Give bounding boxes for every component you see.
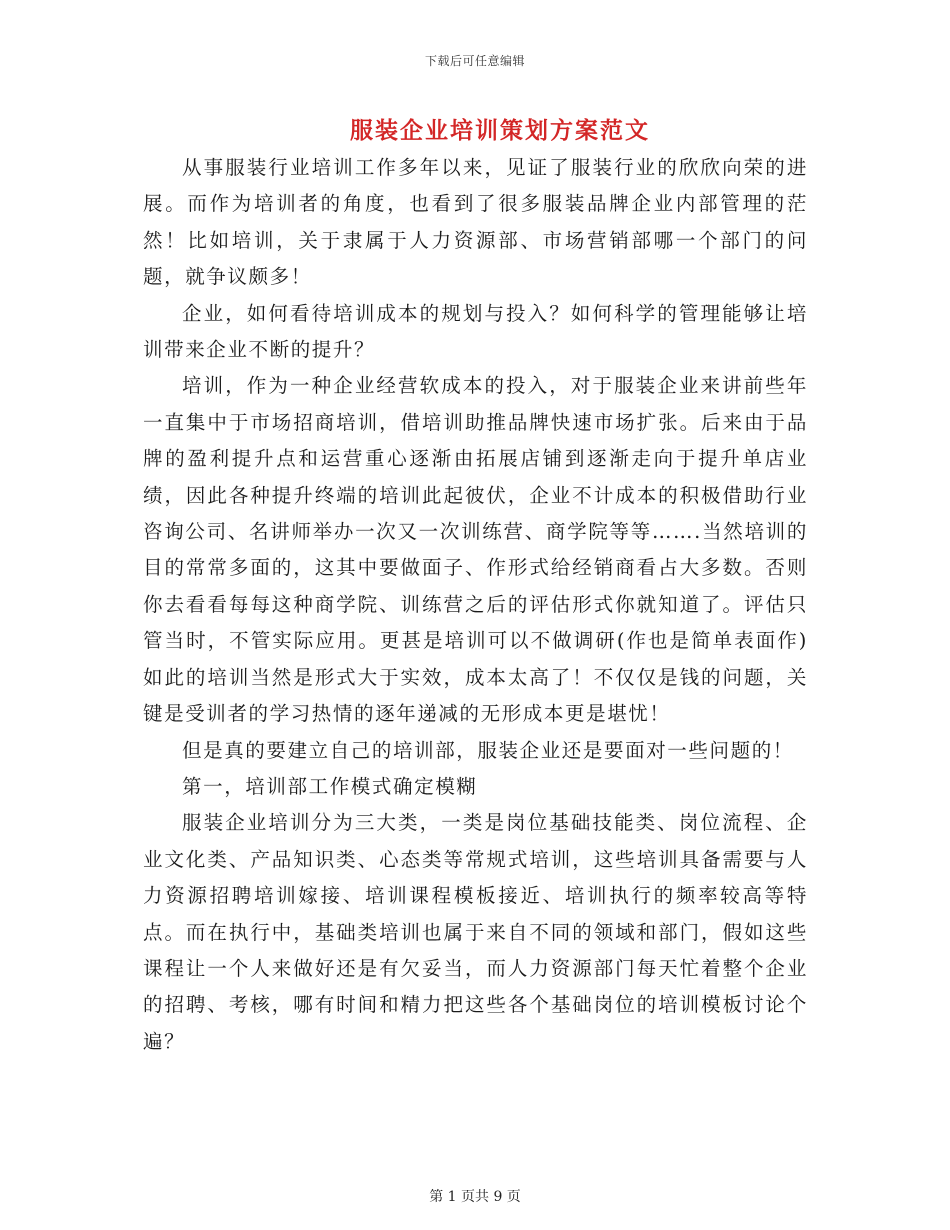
document-title: 服装企业培训策划方案范文 [350, 117, 650, 144]
page-indicator: 第 1 页共 9 页 [429, 1189, 521, 1205]
document-body [143, 150, 808, 1060]
paragraph: 培训，作为一种企业经营软成本的投入，对于服装企业来讲前些年一直集中于市场招商培训，借培训助推品牌快速市场扩张。后来由于品牌的盈利提升点和运营重心逐渐由拓展店铺到逐渐走向于提升单店业绩，因此各种提升终端的培训此起彼伏，企业不计成本的积极借助行业咨询公司、名讲师举办一次又一次训练营、商学院等等…….当然培训的目的常常多面的，这其中要做面子、作形式给经销商看占大多数。否则你去看看每每这种商学院、训练营之后的评估形式你就知道了。评估只管当时，不管实际应用。更甚是培训可以不做调研(作也是简单表面作)如此的培训当然是形式大于实效，成本太高了！不仅仅是钱的问题，关键是受训者的学习热情的逐年递减的无形成本更是堪忧！ [143, 374, 808, 726]
paragraph: 但是真的要建立自己的培训部，服装企业还是要面对一些问题的！ [182, 738, 794, 762]
paragraph: 从事服装行业培训工作多年以来，见证了服装行业的欣欣向荣的进展。而作为培训者的角度，也看到了很多服装品牌企业内部管理的茫然！比如培训，关于隶属于人力资源部、市场营销部哪一个部门的问题，就争议颇多！ [143, 156, 808, 289]
paragraph: 服装企业培训分为三大类，一类是岗位基础技能类、岗位流程、企业文化类、产品知识类、心态类等常规式培训，这些培训具备需要与人力资源招聘培训嫁接、培训课程模板接近、培训执行的频率较高等特点。而在执行中，基础类培训也属于来自不同的领域和部门，假如这些课程让一个人来做好还是有欠妥当，而人力资源部门每天忙着整个企业的招聘、考核，哪有时间和精力把这些各个基础岗位的培训模板讨论个遍？ [143, 811, 808, 1053]
section-heading: 第一，培训部工作模式确定模糊 [182, 774, 478, 798]
header-note: 下载后可任意编辑 [424, 54, 525, 68]
paragraph: 企业，如何看待培训成本的规划与投入？如何科学的管理能够让培训带来企业不断的提升？ [143, 301, 808, 362]
